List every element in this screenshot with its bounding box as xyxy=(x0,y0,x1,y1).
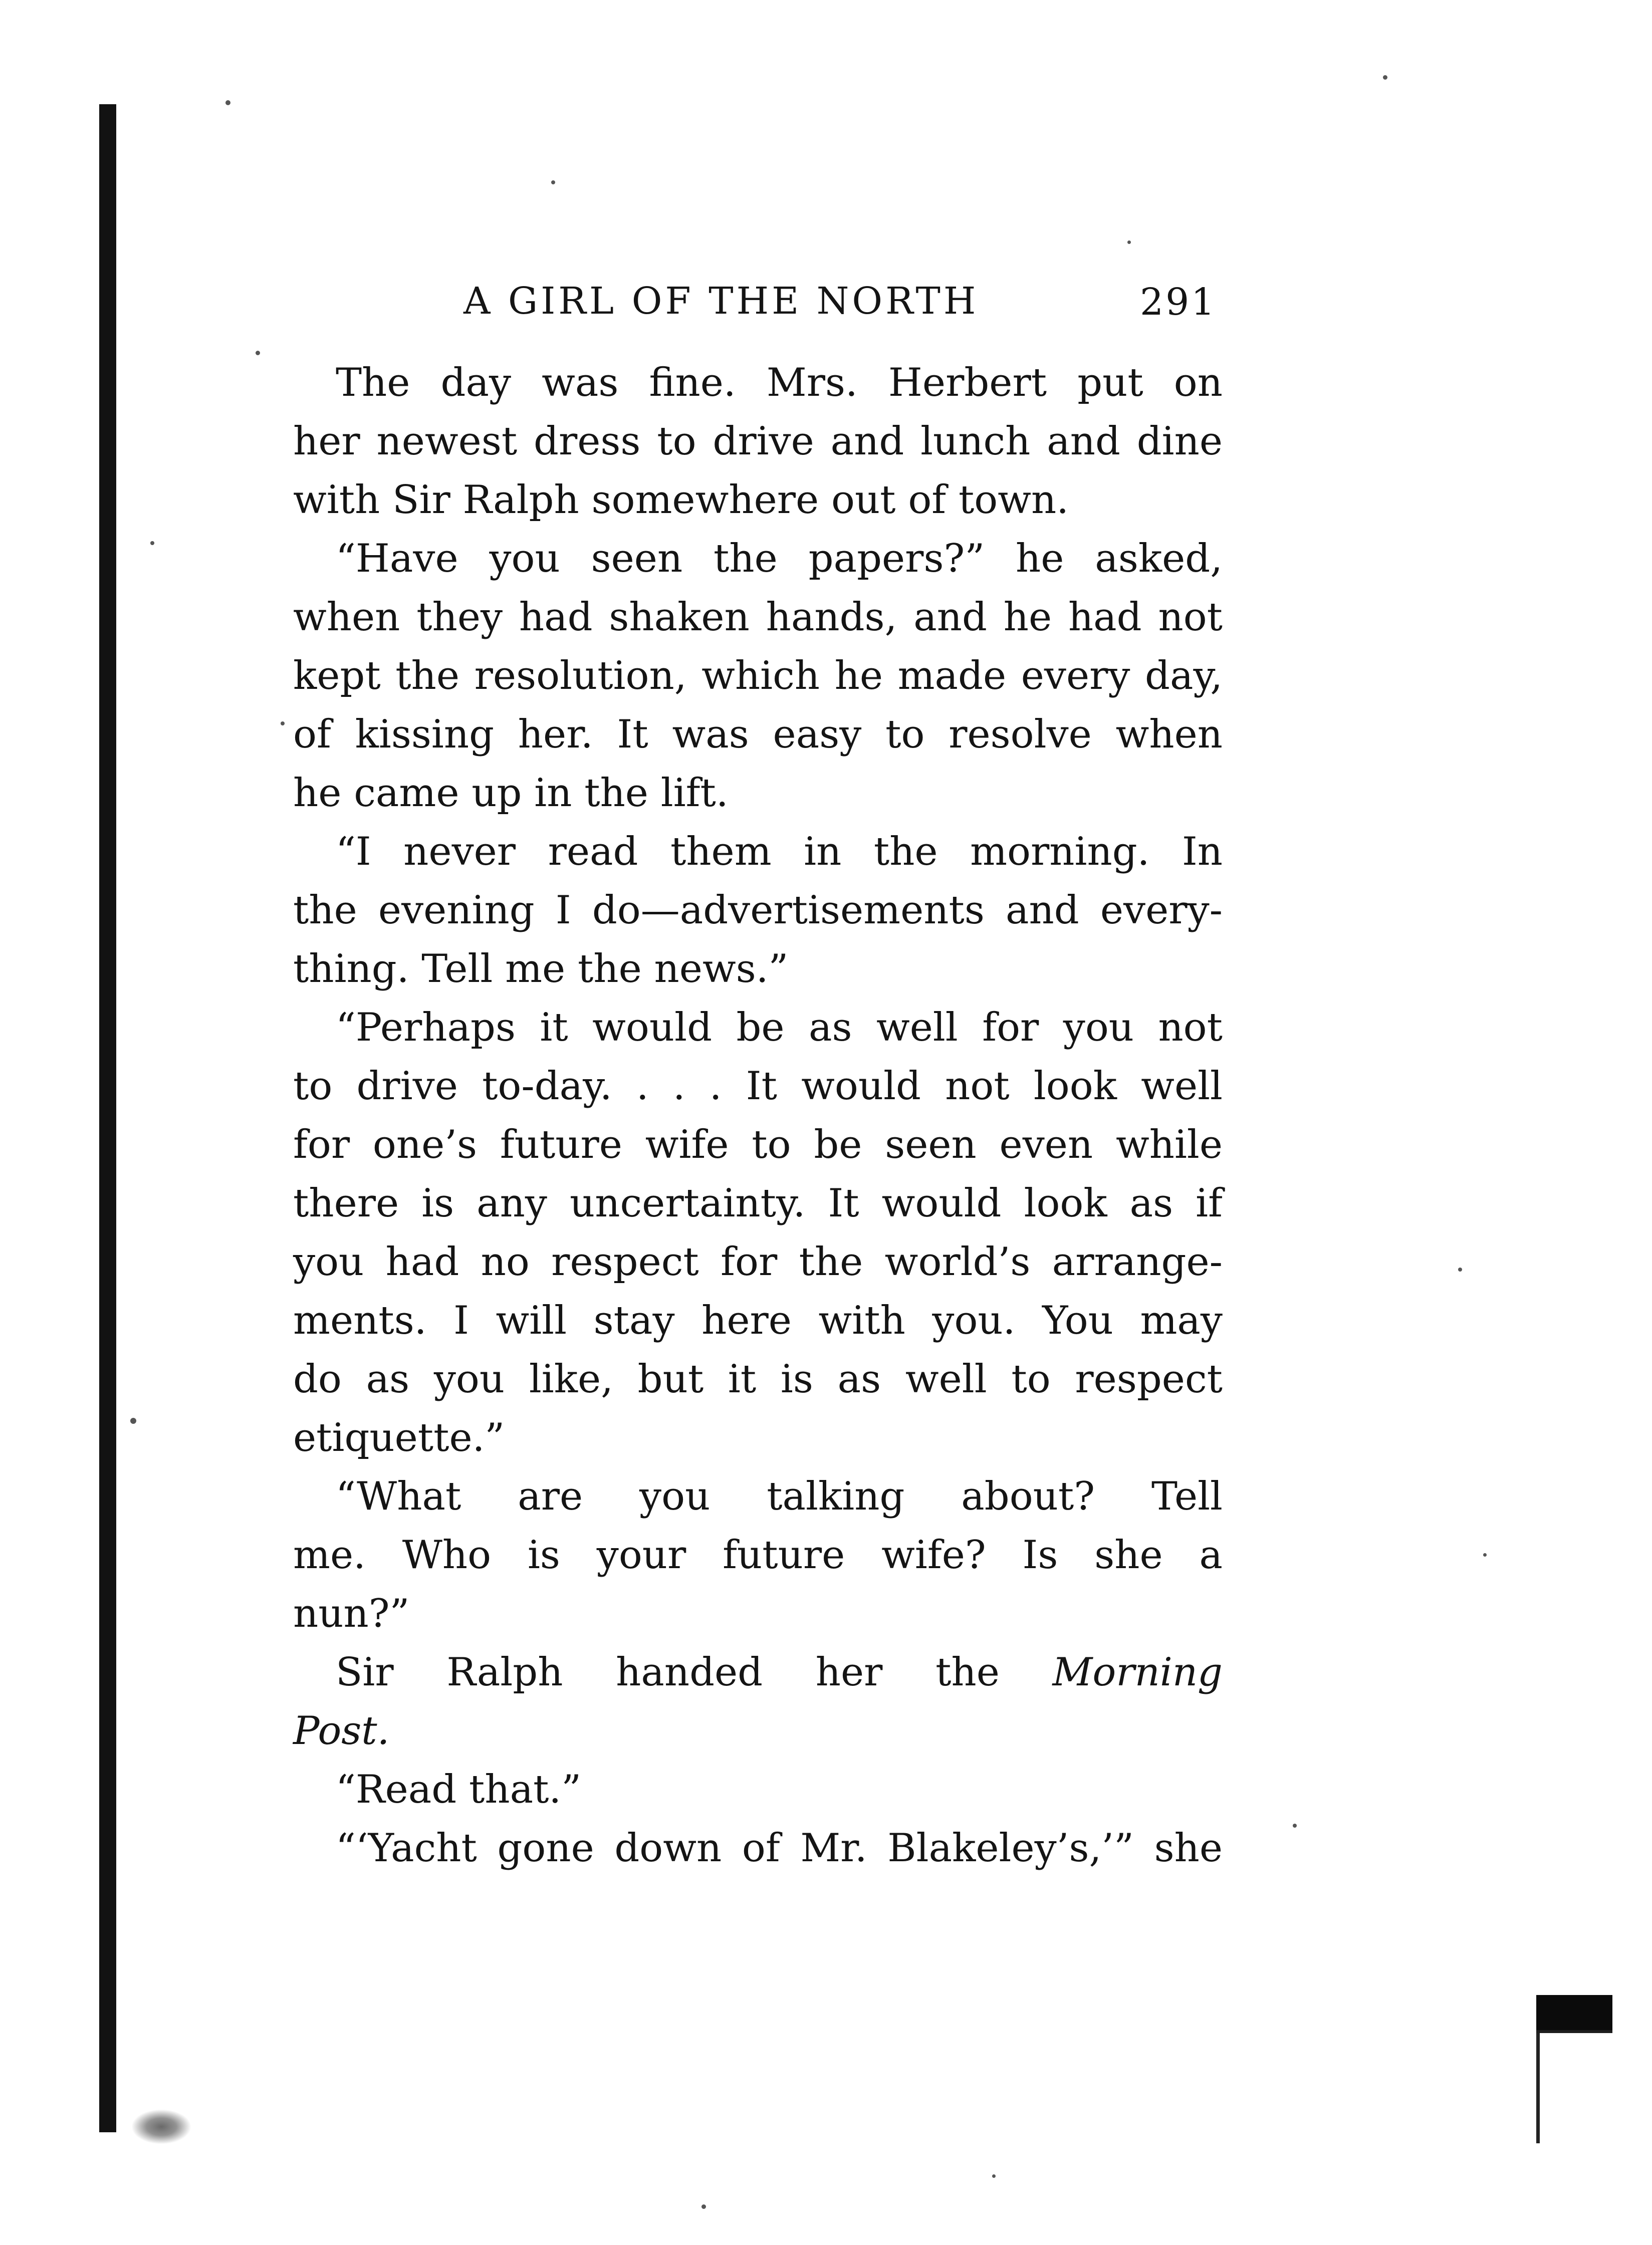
text-line: nun?” xyxy=(293,1591,410,1636)
text-line: me. Who is your future wife? Is she a xyxy=(293,1533,1223,1578)
text-line: when they had shaken hands, and he had not xyxy=(293,595,1223,640)
text-line: etiquette.” xyxy=(293,1415,505,1460)
scan-corner-edge xyxy=(1536,2030,1612,2033)
text-line: “Perhaps it would be as well for you not xyxy=(336,1005,1223,1050)
text-line: ments. I will stay here with you. You may xyxy=(293,1298,1223,1343)
scan-speck xyxy=(1127,240,1131,244)
text-line: do as you like, but it is as well to respect xyxy=(293,1357,1223,1402)
binding-shadow xyxy=(99,104,116,2132)
italic-title: Morning xyxy=(1052,1650,1223,1695)
scan-corner-edge xyxy=(1536,2033,1540,2143)
text-line: there is any uncertainty. It would look as if xyxy=(293,1181,1223,1226)
text-line: with Sir Ralph somewhere out of town. xyxy=(293,477,1069,523)
text-line: he came up in the lift. xyxy=(293,771,729,816)
binding-smudge xyxy=(131,2109,191,2144)
text-line: for one’s future wife to be seen even while xyxy=(293,1122,1223,1167)
text-line: “Have you seen the papers?” he asked, xyxy=(336,536,1223,581)
italic-title: Post. xyxy=(293,1708,390,1754)
scan-speck xyxy=(992,2174,996,2178)
text-line: “Read that.” xyxy=(336,1767,582,1812)
scan-corner-mark xyxy=(1536,1995,1612,2033)
scan-speck xyxy=(701,2204,706,2209)
text-line: “I never read them in the morning. In xyxy=(336,829,1223,874)
text-line: you had no respect for the world’s arrange- xyxy=(293,1239,1223,1285)
scan-speck xyxy=(130,1418,136,1424)
page-number: 291 xyxy=(1140,281,1217,324)
text-line: kept the resolution, which he made every day, xyxy=(293,653,1223,698)
text-line xyxy=(336,1650,1223,1695)
text-line xyxy=(293,1708,1223,1754)
scan-speck xyxy=(551,180,555,184)
text-fragment: Sir Ralph handed her the xyxy=(336,1650,1000,1695)
scan-speck xyxy=(150,541,154,545)
text-line: her newest dress to drive and lunch and dine xyxy=(293,419,1223,464)
text-line: “What are you talking about? Tell xyxy=(336,1474,1223,1519)
text-line: thing. Tell me the news.” xyxy=(293,946,789,991)
text-line: of kissing her. It was easy to resolve when xyxy=(293,712,1223,757)
scan-speck xyxy=(1383,75,1387,80)
scan-speck xyxy=(256,351,260,355)
text-line: The day was fine. Mrs. Herbert put on xyxy=(336,360,1223,405)
text-line: the evening I do—advertisements and every- xyxy=(293,888,1223,933)
running-head: A GIRL OF THE NORTH xyxy=(463,280,979,323)
scan-speck xyxy=(1458,1268,1462,1272)
scan-speck xyxy=(225,100,230,105)
scan-speck xyxy=(1293,1824,1297,1828)
text-line: to drive to-day. . . . It would not look well xyxy=(293,1064,1223,1109)
scan-speck xyxy=(1483,1553,1487,1557)
text-line: “‘Yacht gone down of Mr. Blakeley’s,’” she xyxy=(336,1826,1223,1871)
scan-speck xyxy=(281,721,285,725)
